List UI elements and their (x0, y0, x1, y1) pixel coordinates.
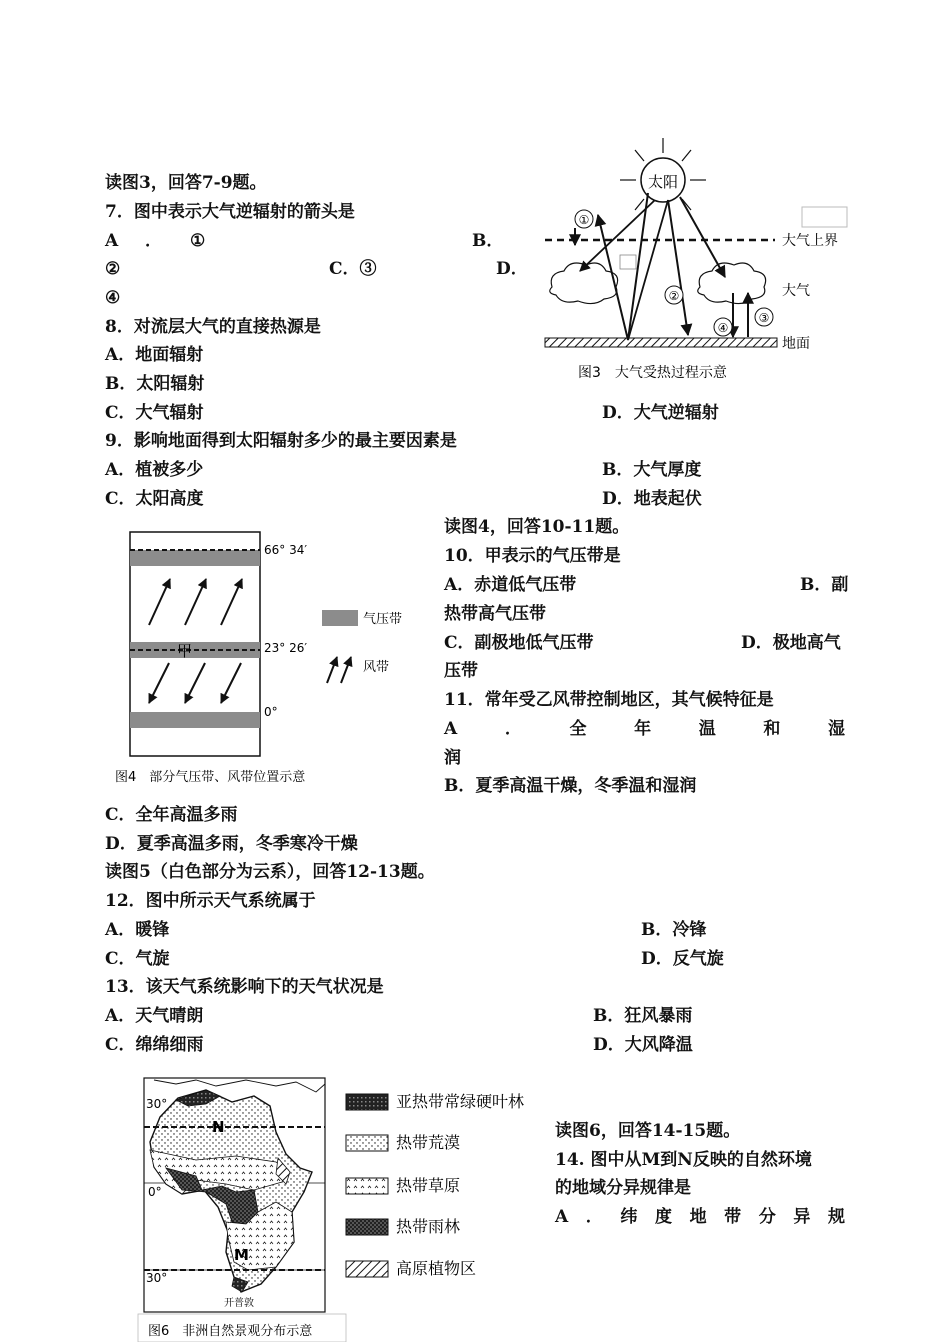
legend-pressure-label: 气压带 (363, 612, 403, 627)
figure-4-caption: 图4 部分气压带、风带位置示意 (115, 770, 306, 785)
point-m-label: M (234, 1246, 249, 1264)
svg-text:②: ② (668, 289, 680, 303)
figure-6-caption: 图6 非洲自然景观分布示意 (148, 1324, 313, 1339)
legend-pressure-swatch (322, 610, 358, 626)
q7-option-a-value: ① (190, 231, 206, 251)
q10-option-a: A．赤道低气压带 (444, 575, 577, 595)
q10-option-d-part1: D．极地高气 (741, 633, 841, 653)
lat-0-label: 0° (148, 1185, 162, 1199)
q13-option-d: D．大风降温 (593, 1035, 693, 1055)
q14-option-a: A ． 纬 度 地 带 分 异 规 (555, 1207, 845, 1227)
q12-option-c: C．气旋 (105, 949, 170, 969)
q7-option-d-value: ④ (105, 288, 121, 308)
q10-option-b-part2: 热带高气压带 (444, 604, 546, 624)
q13-option-a: A．天气晴朗 (105, 1006, 204, 1026)
q10-stem: 10．甲表示的气压带是 (444, 546, 621, 566)
q10-option-d-part2: 压带 (444, 661, 478, 681)
q9-option-d: D．地表起伏 (602, 489, 702, 509)
legend-rainforest-swatch (346, 1219, 388, 1235)
ground-label: 地面 (782, 336, 810, 352)
q12-stem: 12．图中所示天气系统属于 (105, 891, 316, 911)
cloud-left (550, 263, 618, 304)
legend-rainforest-label: 热带雨林 (396, 1217, 461, 1236)
q12-option-a: A．暖锋 (105, 920, 170, 940)
legend-plateau-label: 高原植物区 (396, 1259, 477, 1278)
q11-stem: 11．常年受乙风带控制地区，其气候特征是 (444, 690, 774, 710)
point-n-label: N (212, 1118, 225, 1136)
label-circle-4 (714, 318, 732, 336)
q8-option-d: D．大气逆辐射 (602, 403, 719, 423)
q7-option-a-dot: ． (145, 231, 162, 251)
figure-4-pressure-wind-belts (105, 525, 410, 790)
svg-text:④: ④ (717, 321, 729, 335)
q14-15-intro: 读图6，回答14-15题。 (555, 1121, 741, 1141)
q14-stem-line1: 14. 图中从M到N反映的自然环境 (555, 1150, 812, 1170)
pressure-belt-66 (130, 550, 260, 566)
figure-3-atmosphere-heating (540, 135, 850, 385)
svg-text:③: ③ (758, 311, 770, 325)
legend-plateau-swatch (346, 1261, 388, 1277)
q7-option-b: B． (472, 231, 504, 251)
legend-sclerophyll-label: 亚热带常绿硬叶林 (396, 1092, 525, 1111)
lat-66-label: 66° 34′ (264, 543, 308, 557)
q8-option-c: C．大气辐射 (105, 403, 204, 423)
cloud-right (698, 263, 766, 304)
lat-0-label: 0° (264, 705, 278, 719)
pressure-belt-equator (130, 712, 260, 728)
jia-label: 甲 (177, 642, 193, 660)
q13-option-c: C．绵绵细雨 (105, 1035, 204, 1055)
legend-savanna-swatch (346, 1178, 388, 1194)
q10-option-b-part1: B．副 (800, 575, 849, 595)
q9-option-a: A．植被多少 (105, 460, 204, 480)
legend-desert-swatch (346, 1135, 388, 1151)
label-circle-3 (755, 308, 773, 326)
q11-option-d: D．夏季高温多雨，冬季寒冷干燥 (105, 834, 358, 854)
atmosphere-top-label: 大气上界 (782, 233, 838, 249)
q11-option-a: A ． 全 年 温 和 湿 (444, 719, 845, 739)
q7-option-d: D． (496, 259, 528, 279)
q11-option-b: B．夏季高温干燥，冬季温和湿润 (444, 776, 697, 796)
q13-stem: 13．该天气系统影响下的天气状况是 (105, 977, 384, 997)
legend-wind-label: 风带 (363, 660, 390, 675)
lat-s30-label: 30° (146, 1271, 168, 1285)
q11-option-a-tail: 润 (444, 748, 461, 768)
q12-option-d: D．反气旋 (641, 949, 724, 969)
q10-option-c: C．副极地低气压带 (444, 633, 594, 653)
legend-desert-label: 热带荒漠 (396, 1133, 461, 1152)
solar-ray-to-cloud-right-arrow (680, 197, 725, 277)
figure-3-caption: 图3 大气受热过程示意 (578, 365, 727, 381)
q9-option-b: B．大气厚度 (602, 460, 702, 480)
q8-option-a: A．地面辐射 (105, 345, 204, 365)
q12-13-intro: 读图5（白色部分为云系），回答12-13题。 (105, 862, 435, 882)
q14-stem-line2: 的地域分异规律是 (555, 1178, 691, 1198)
q7-9-intro: 读图3，回答7-9题。 (105, 173, 267, 193)
label-circle-2 (665, 286, 683, 304)
svg-text:①: ① (578, 213, 590, 227)
lat-n30-label: 30° (146, 1097, 168, 1111)
lat-23-label: 23° 26′ (264, 641, 308, 655)
q8-stem: 8．对流层大气的直接热源是 (105, 317, 321, 337)
q10-11-intro: 读图4，回答10-11题。 (444, 517, 630, 537)
atmosphere-label: 大气 (782, 283, 810, 299)
arrow-2 (668, 200, 688, 335)
q7-stem: 7．图中表示大气逆辐射的箭头是 (105, 202, 355, 222)
q7-option-c: C．③ (329, 259, 377, 279)
figure-6-africa-landscape (136, 1072, 536, 1342)
q9-option-c: C．太阳高度 (105, 489, 204, 509)
q12-option-b: B．冷锋 (641, 920, 707, 940)
legend-savanna-label: 热带草原 (396, 1176, 461, 1195)
legend-sclerophyll-swatch (346, 1094, 388, 1110)
label-circle-1 (575, 210, 593, 228)
q7-option-a-letter: A (105, 231, 119, 251)
q7-option-b-value: ② (105, 259, 121, 279)
legend-wind-icon (327, 657, 337, 683)
q8-option-b: B．太阳辐射 (105, 374, 205, 394)
q9-stem: 9．影响地面得到太阳辐射多少的最主要因素是 (105, 431, 457, 451)
solar-ray-to-cloud-arrow (580, 200, 655, 271)
cape-town-label: 开普敦 (224, 1298, 254, 1309)
sun-label: 太阳 (647, 173, 679, 191)
q13-option-b: B．狂风暴雨 (593, 1006, 693, 1026)
q11-option-c: C．全年高温多雨 (105, 805, 238, 825)
ground-surface (545, 338, 777, 347)
